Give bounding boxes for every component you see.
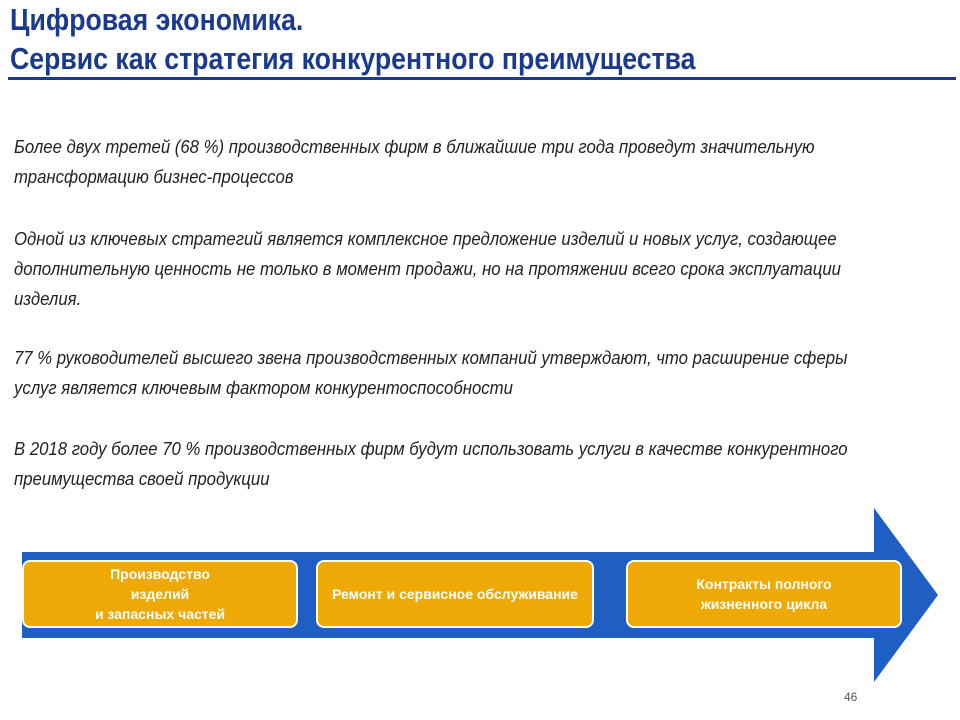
step-production-label: Производство изделий и запасных частей: [94, 566, 226, 622]
paragraph-4: В 2018 году более 70 % производственных фирм будут использовать услуги в качестве конкурентного преимущества своей продукции: [14, 439, 848, 489]
step-production: [22, 560, 298, 628]
paragraph-1: Более двух третей (68 %) производственных фирм в ближайшие три года проведут значительную трансформацию бизнес-процессов: [14, 137, 815, 187]
paragraph-3: 77 % руководителей высшего звена производственных компаний утверждают, что расширение сферы услуг является ключевым фактором конкурентоспособности: [14, 348, 848, 398]
title-line-1: Цифровая экономика.: [10, 2, 304, 37]
title-line-2: Сервис как стратегия конкурентного преимущества: [10, 41, 696, 76]
step-lifecycle-contracts: [626, 560, 902, 628]
page-number: 46: [844, 690, 858, 704]
paragraph-2: Одной из ключевых стратегий является комплексное предложение изделий и новых услуг, создающее дополнительную ценность не только в момент продажи, но на протяжении всего срока эксплуатации изделия.: [14, 229, 841, 309]
step-repair-service-label: Ремонт и сервисное обслуживание: [332, 586, 578, 602]
step-repair-service: [316, 560, 594, 628]
step-lifecycle-contracts-label: Контракты полного жизненного цикла: [696, 576, 832, 612]
